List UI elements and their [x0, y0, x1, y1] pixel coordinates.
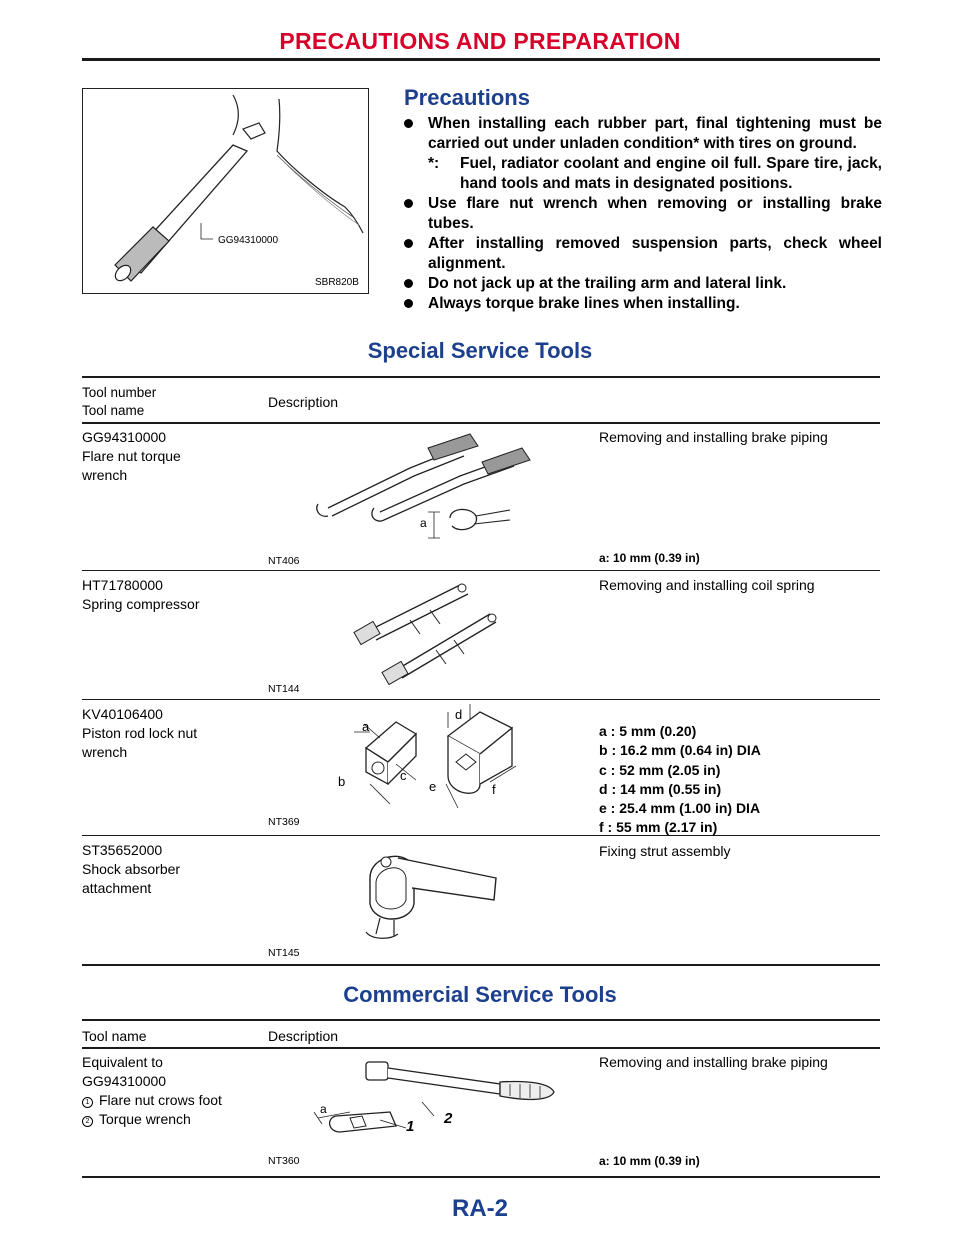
tool-description: Removing and installing coil spring — [599, 577, 815, 593]
figure-id: NT406 — [268, 555, 300, 567]
table-row: Equivalent to GG94310000 1 Flare nut crows foot 2 Torque wrench — [82, 1054, 222, 1127]
table-top-rule — [82, 376, 880, 378]
commercial-tools-title: Commercial Service Tools — [343, 982, 617, 1007]
page-number: RA-2 — [451, 1195, 508, 1222]
table-bottom-rule — [82, 964, 880, 966]
figure-id: NT144 — [268, 683, 300, 695]
table-bottom-rule — [82, 1176, 880, 1178]
flare-nut-wrench-illustration — [83, 89, 370, 295]
special-tools-title: Special Service Tools — [367, 338, 593, 363]
tool-description: Removing and installing brake piping — [599, 1054, 828, 1070]
dimension-label: b — [338, 774, 346, 789]
precaution-item: When installing each rubber part, final tightening must be carried out under unladen condition* with tires on ground. — [404, 114, 882, 154]
dimension-label: a — [420, 516, 427, 530]
tool-spec: a: 10 mm (0.39 in) — [599, 1154, 700, 1168]
precautions-list — [404, 114, 882, 314]
precaution-item: Always torque brake lines when installing. — [404, 294, 882, 314]
table-top-rule — [82, 1019, 880, 1021]
precaution-figure — [82, 88, 369, 294]
flare-nut-torque-wrench-illustration — [310, 428, 560, 548]
figure-id: SBR820B — [315, 277, 359, 288]
header-rule — [82, 58, 880, 61]
dimension-label: c — [400, 768, 407, 783]
col-header-description: Description — [268, 1028, 339, 1044]
precaution-item: Do not jack up at the trailing arm and lateral link. — [404, 274, 882, 294]
table-row: ST35652000 Shock absorber attachment — [82, 842, 181, 896]
callout-2: 2 — [444, 1110, 453, 1127]
figure-id: NT360 — [268, 1155, 300, 1167]
col-header-description: Description — [268, 394, 339, 410]
tool-spec: a: 10 mm (0.39 in) — [599, 551, 700, 565]
col-header-tool-name: Tool name — [82, 1028, 147, 1044]
precautions-title: Precautions — [404, 85, 530, 110]
figure-id: NT369 — [268, 816, 300, 828]
row-divider — [82, 699, 880, 700]
table-row: HT71780000 Spring compressor — [82, 577, 200, 612]
dimension-label: a — [320, 1102, 327, 1116]
dimension-label: f — [492, 782, 496, 797]
dimension-label: d — [455, 707, 463, 722]
shock-absorber-attachment-illustration — [350, 848, 510, 940]
precaution-item: After installing removed suspension parts, check wheel alignment. — [404, 234, 882, 274]
tool-specs: a : 5 mm (0.20) b : 16.2 mm (0.64 in) DIA c : 52 mm (2.05 in) d : 14 mm (0.55 in) e : 25.4 mm (1.00 in) DIA f : 55 mm (2.17 in) — [599, 723, 761, 836]
page-header-title: PRECAUTIONS AND PREPARATION — [279, 28, 681, 54]
table-header-rule — [82, 1047, 880, 1049]
col-header-tool: Tool number Tool name — [82, 385, 157, 418]
dimension-label: e — [429, 779, 437, 794]
tool-description: Removing and installing brake piping — [599, 429, 828, 445]
row-divider — [82, 570, 880, 571]
precaution-item: Use flare nut wrench when removing or installing brake tubes. — [404, 194, 882, 234]
table-row: KV40106400 Piston rod lock nut wrench — [82, 706, 198, 760]
crows-foot-torque-wrench-illustration — [310, 1056, 570, 1146]
table-header-rule — [82, 422, 880, 424]
tool-description: Fixing strut assembly — [599, 843, 731, 859]
figure-id: NT145 — [268, 947, 300, 959]
figure-part-label: GG94310000 — [218, 235, 279, 246]
spring-compressor-illustration — [350, 580, 510, 680]
row-divider — [82, 835, 880, 836]
table-row: GG94310000 Flare nut torque wrench — [82, 429, 181, 483]
piston-rod-lock-nut-wrench-illustration — [330, 704, 530, 814]
callout-1: 1 — [406, 1118, 415, 1135]
dimension-label: a — [362, 719, 370, 734]
precaution-note: *: Fuel, radiator coolant and engine oil full. Spare tire, jack, hand tools and mats in designated positions. — [428, 155, 882, 192]
